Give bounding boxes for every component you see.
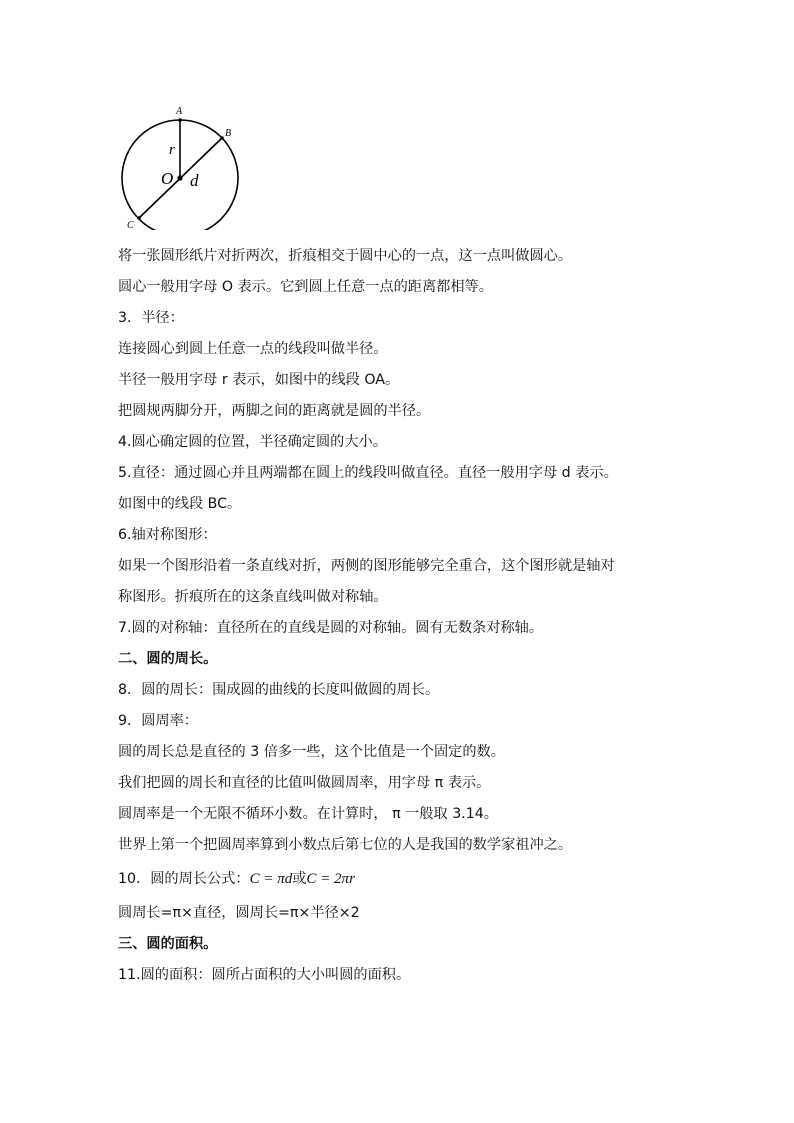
point-b (220, 136, 224, 140)
text-line: 连接圆心到圆上任意一点的线段叫做半径。 (118, 341, 388, 357)
text-line: 如果一个图形沿着一条直线对折，两侧的图形能够完全重合，这个图形就是轴对 (118, 558, 615, 574)
label-r: r (169, 142, 175, 158)
text-line: 圆周率是一个无限不循环小数。在计算时， π 一般取 3.14。 (118, 806, 498, 822)
text-line: 圆周长=π×直径，圆周长=π×半径×2 (118, 905, 360, 921)
text-line: 称图形。折痕所在的这条直线叫做对称轴。 (118, 589, 388, 605)
section-heading: 三、圆的面积。 (118, 936, 218, 952)
formula-circumference-radius: C = 2πr (306, 871, 355, 887)
text-line: 7.圆的对称轴：直径所在的直线是圆的对称轴。圆有无数条对称轴。 (118, 620, 543, 636)
text-line: 4.圆心确定圆的位置，半径确定圆的大小。 (118, 434, 387, 450)
label-a: A (176, 106, 183, 117)
circle-diagram-svg (115, 104, 245, 230)
center-point (177, 175, 182, 180)
text-line: 将一张圆形纸片对折两次，折痕相交于圆中心的一点，这一点叫做圆心。 (118, 248, 573, 264)
text-line: 圆的周长总是直径的 3 倍多一些，这个比值是一个固定的数。 (118, 744, 505, 760)
text-line: 9．圆周率： (118, 713, 198, 729)
formula-connector: 或 (292, 871, 307, 887)
text-line: 5.直径：通过圆心并且两端都在圆上的线段叫做直径。直径一般用字母 d 表示。 (118, 465, 618, 481)
circle-diagram (115, 104, 245, 230)
document-body (118, 241, 778, 991)
text-line: 圆心一般用字母 O 表示。它到圆上任意一点的距离都相等。 (118, 279, 493, 295)
text-line: 6.轴对称图形： (118, 527, 217, 543)
text-line: 我们把圆的周长和直径的比值叫做圆周率，用字母 π 表示。 (118, 775, 491, 791)
section-heading: 二、圆的周长。 (118, 651, 218, 667)
formula-prefix: 10．圆的周长公式： (118, 871, 250, 887)
formula-line (118, 861, 778, 898)
text-line: 8．圆的周长：围成圆的曲线的长度叫做圆的周长。 (118, 682, 440, 698)
text-line: 3．半径： (118, 310, 184, 326)
formula-circumference-diameter: C = πd (249, 871, 293, 887)
text-line: 如图中的线段 BC。 (118, 496, 242, 512)
point-c (137, 216, 141, 220)
point-a (178, 118, 182, 122)
label-b: B (225, 128, 232, 139)
text-line: 11.圆的面积：圆所占面积的大小叫圆的面积。 (118, 967, 411, 983)
text-line: 半径一般用字母 r 表示，如图中的线段 OA。 (118, 372, 400, 388)
label-o: O (161, 169, 174, 188)
text-line: 世界上第一个把圆周率算到小数点后第七位的人是我国的数学家祖冲之。 (118, 837, 573, 853)
label-d: d (190, 171, 199, 190)
label-c: C (127, 220, 134, 230)
text-line: 把圆规两脚分开，两脚之间的距离就是圆的半径。 (118, 403, 431, 419)
